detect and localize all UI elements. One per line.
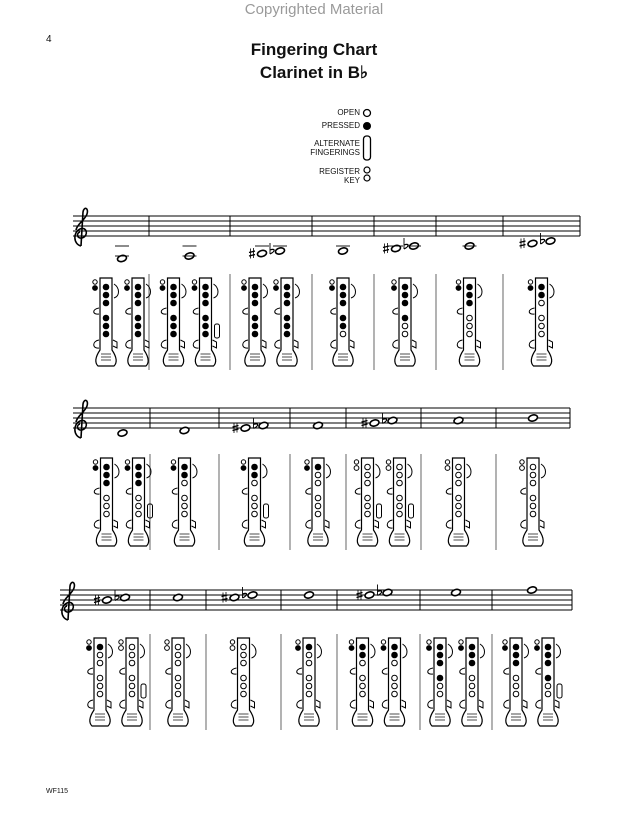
staff [60,590,572,610]
legend-alternate-label-2: FINGERINGS [310,148,360,157]
legend-register-label-1: REGISTER [319,167,360,176]
flat-sign [243,587,247,598]
whole-note [304,591,314,599]
fingering-diagram [503,638,529,726]
fingering-diagram [93,278,119,366]
sharp-sign [520,238,526,249]
sharp-sign [383,243,389,254]
fingering-diagram [427,638,453,726]
whole-note [527,586,537,594]
fingering-diagram [330,278,356,366]
flat-sign [270,243,274,254]
legend-pressed-label: PRESSED [321,121,360,130]
fingering-diagram [305,458,331,546]
treble-clef-icon [75,208,88,246]
whole-note [336,246,350,255]
legend-register-label-2: KEY [343,176,360,185]
fingering-diagram [354,458,381,546]
fingering-diagram [459,638,485,726]
sharp-sign [222,592,228,603]
legend-open-label: OPEN [337,108,360,117]
fingering-diagram [192,278,219,366]
whole-note [102,596,112,604]
page-subtitle: Clarinet in B♭ [259,63,369,82]
fingering-diagram [165,638,191,726]
fingering-diagram [241,458,268,546]
treble-clef-icon [62,582,75,620]
fingering-diagram [125,278,151,366]
fingering-diagram [445,458,471,546]
fingering-diagram [456,278,482,366]
whole-note [115,246,129,263]
fingering-diagram [125,458,152,546]
fingering-diagram [296,638,322,726]
whole-note [240,424,250,432]
fingering-diagram [349,638,375,726]
whole-note [364,591,374,599]
whole-note [117,429,127,437]
whole-note [527,239,537,247]
fingering-diagram [160,278,186,366]
flat-sign [404,238,408,249]
fingering-diagram [520,458,546,546]
whole-note [183,246,197,260]
whole-note [463,242,477,250]
whole-note [273,246,287,255]
staff-row [73,400,570,550]
staff [73,216,580,236]
flat-sign [541,233,545,244]
fingering-diagram [87,638,113,726]
whole-note [247,591,257,599]
whole-note [389,244,403,252]
fingering-diagram [242,278,268,366]
whole-note [369,419,379,427]
sharp-sign [249,248,255,259]
fingering-diagram [528,278,554,366]
fingering-diagram [386,458,413,546]
treble-clef-icon [75,400,88,438]
page-title: Fingering Chart [250,40,378,59]
fingering-diagram [93,458,119,546]
fingering-diagram [535,638,562,726]
whole-note [255,246,269,258]
fingering-diagram [381,638,407,726]
legend-alternate-label-1: ALTERNATE [314,139,360,148]
staff-row [73,208,580,370]
whole-note [545,237,555,245]
fingering-diagram [274,278,300,366]
copyright-watermark: Copyrighted Material [244,1,384,18]
fingering-diagram [392,278,418,366]
fingering-diagram [230,638,256,726]
footer-code: WF115 [46,788,69,795]
fingering-diagram [171,458,197,546]
fingering-diagram [119,638,146,726]
whole-note [407,242,421,250]
staff-row [60,582,572,730]
page-number: 4 [46,34,52,45]
whole-note [528,414,538,422]
